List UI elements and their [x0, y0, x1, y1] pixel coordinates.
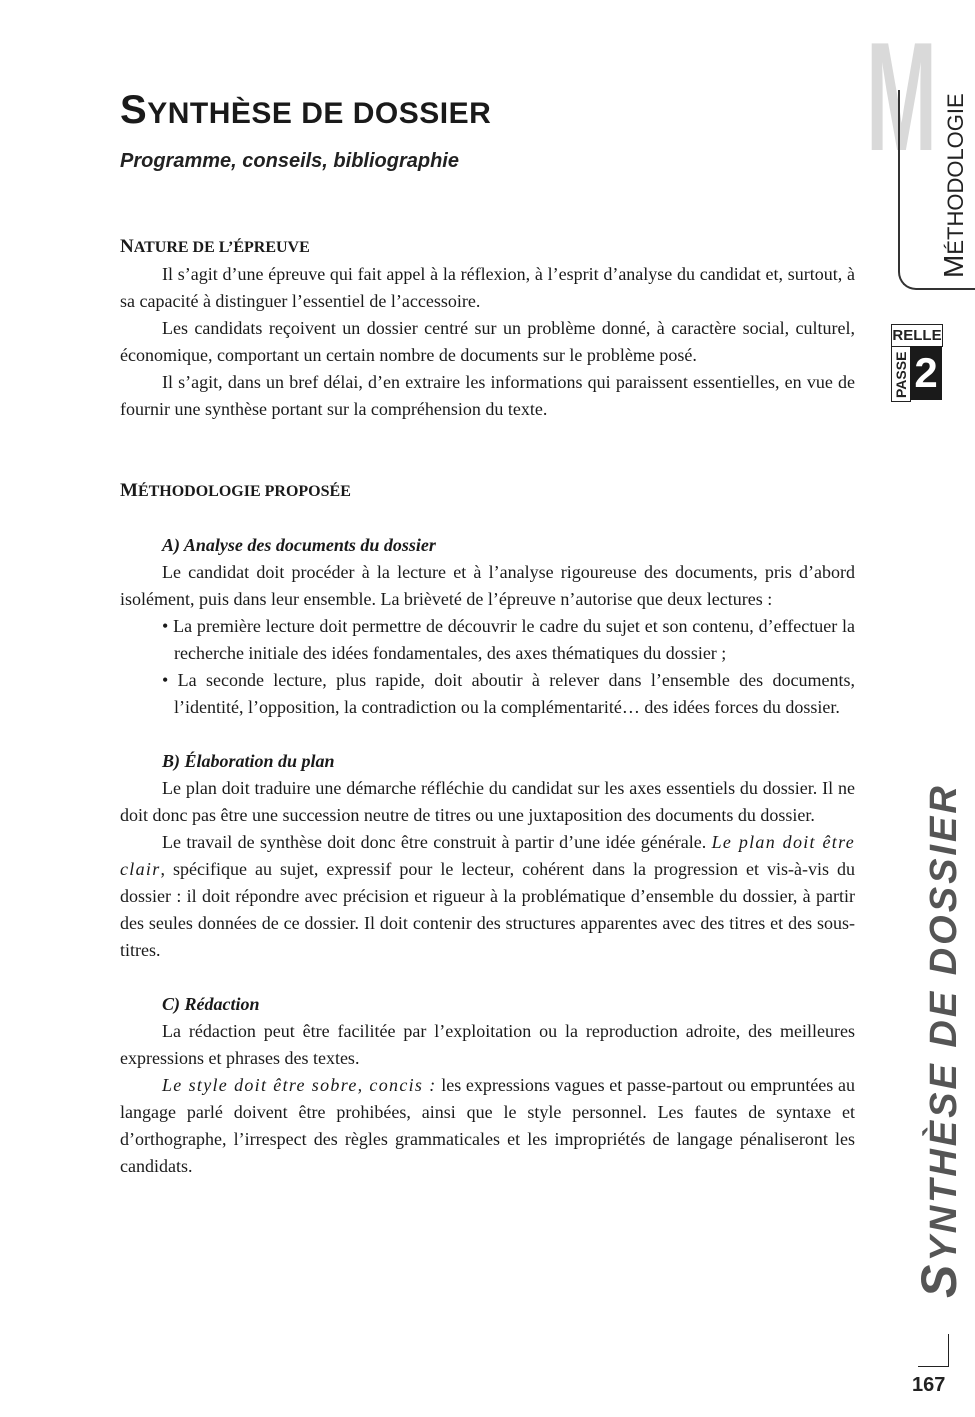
page-title-rest: YNTHÈSE DE DOSSIER — [147, 97, 492, 130]
heading-initial: M — [120, 480, 138, 501]
list-item: • La seconde lecture, plus rapide, doit aboutir à relever dans l’ensemble des documents, l’identité, l’opposition, la contradiction ou la complémentarité… des idées forces du dossier. — [162, 670, 855, 717]
heading-rest: ÉTHODOLOGIE PROPOSÉE — [137, 483, 351, 500]
page-subtitle: Programme, conseils, bibliographie — [120, 150, 459, 172]
main-content — [120, 233, 855, 1180]
vertical-chapter-title — [910, 783, 968, 1298]
paragraph: Il s’agit, dans un bref délai, d’en extraire les informations qui paraissent essentielles, en vue de fournir une synthèse portant sur la compréhension du texte. — [120, 372, 855, 419]
reading-list — [120, 613, 855, 721]
text-run: Le travail de synthèse doit donc être construit à partir d’une idée générale. — [162, 832, 712, 852]
spacer — [120, 964, 855, 991]
section-heading-methodologie — [120, 477, 855, 505]
subsection-title-c: C) Rédaction — [162, 994, 260, 1014]
badge-number: 2 — [910, 346, 942, 400]
chapter-letter: M — [866, 10, 938, 183]
text-run: , spécifique au sujet, expressif pour le lecteur, cohérent dans la progression et vis-à-vis du dossier : il doit répondre avec précision et rigueur à la problématique d’ensemble du dossier, à partir des seules données de ce dossier. Il doit contenir des structures apparentes avec des titres et des sous-titres. — [120, 859, 855, 960]
emphasis-text: Le plan doit être clair — [120, 832, 856, 879]
list-item: • La première lecture doit permettre de découvrir le cadre du sujet et son contenu, d’effectuer la recherche initiale des idées fondamentales, des axes thématiques du dossier ; — [162, 616, 855, 663]
paragraph: La rédaction peut être facilitée par l’exploitation ou la reproduction adroite, des meilleures expressions et phrases des textes. — [120, 1021, 855, 1068]
page-number: 167 — [912, 1374, 946, 1396]
section-tab-label — [938, 93, 970, 278]
paragraph: Les candidats reçoivent un dossier centré sur un problème donné, à caractère social, culturel, économique, comportant un certain nombre de documents sur le problème posé. — [120, 318, 855, 365]
paragraph: Il s’agit d’une épreuve qui fait appel à la réflexion, à l’esprit d’analyse du candidat et, surtout, à sa capacité à distinguer l’essentiel de l’accessoire. — [120, 264, 855, 311]
section-heading-nature — [120, 233, 855, 261]
paragraph: Le candidat doit procéder à la lecture et à l’analyse rigoureuse des documents, pris d’abord isolément, puis dans leur ensemble. La brièveté de l’épreuve n’autorise que deux lectures : — [120, 562, 855, 609]
page-corner-mark — [918, 1334, 949, 1367]
badge-side-label: PASSE — [893, 351, 909, 398]
section-label-cap: M — [938, 254, 969, 278]
vertical-title-cap: S — [911, 1261, 967, 1298]
text-run: les expressions vagues et passe-partout ou empruntées au langage parlé doivent être prohibées, ainsi que le style personnel. Les fautes de syntaxe et d’orthographe, l’irrespect des règles grammaticales et les impropriétés de langage pénaliseront les candidats. — [120, 1075, 855, 1176]
vertical-title-rest: YNTHÈSE DE DOSSIER — [923, 783, 965, 1262]
passerelle-badge — [891, 324, 943, 400]
paragraph — [120, 1072, 855, 1180]
heading-initial: N — [120, 236, 134, 257]
subsection-title-b: B) Élaboration du plan — [162, 751, 335, 771]
subsection-title-a: A) Analyse des documents du dossier — [162, 535, 436, 555]
badge-top-label: RELLE — [891, 324, 943, 347]
section-label-rest: ÉTHODOLOGIE — [943, 93, 968, 255]
paragraph — [120, 829, 855, 964]
spacer — [120, 721, 855, 748]
page-title-cap: S — [120, 88, 148, 132]
spacer — [120, 505, 855, 532]
page-title — [120, 88, 491, 133]
spacer — [120, 423, 855, 477]
paragraph: Le plan doit traduire une démarche réfléchie du candidat sur les axes essentiels du dossier. Il ne doit donc pas être une succession neutre de titres ou une juxtaposition des documents du dossier. — [120, 778, 855, 825]
heading-rest: ATURE DE L’ÉPREUVE — [133, 239, 310, 256]
badge-side-frame — [891, 346, 911, 402]
emphasis-text: Le style doit être sobre, concis : — [162, 1075, 437, 1095]
